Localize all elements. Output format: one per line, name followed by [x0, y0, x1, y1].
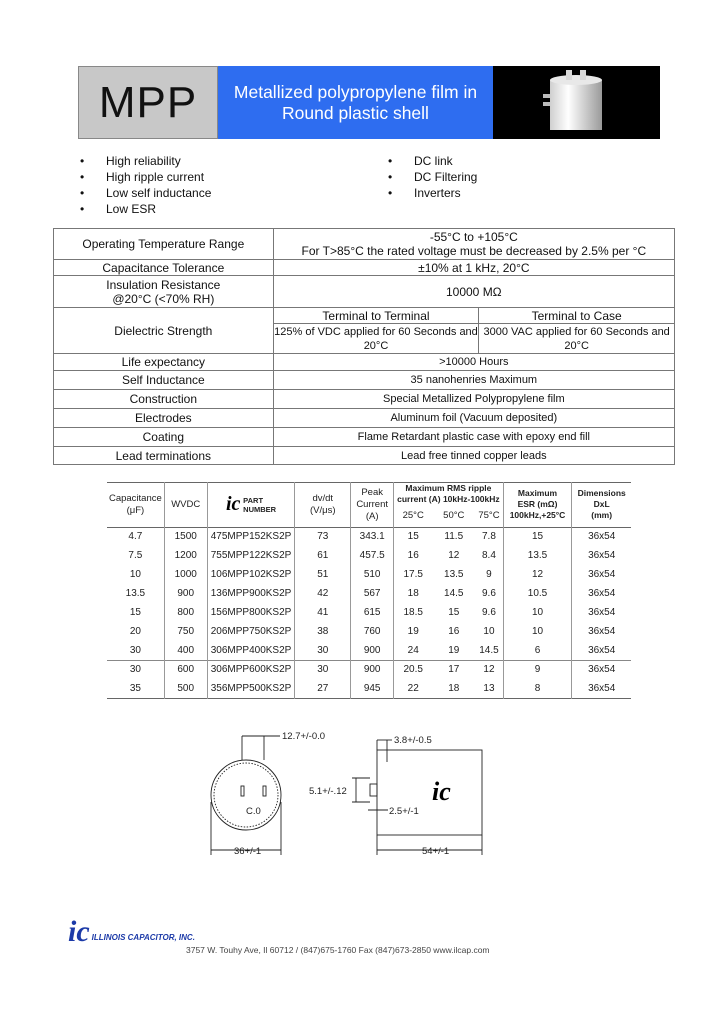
list-item: • Low self inductance	[80, 186, 212, 200]
table-cell-dim: 36x54	[588, 664, 616, 676]
table-cell-part: 306MPP400KS2P	[207, 641, 295, 660]
table-cell-peak: 510	[351, 565, 394, 584]
table-cell-cap: 10	[107, 565, 164, 584]
features-left-list	[80, 153, 211, 217]
table-cell-peak: 945	[351, 679, 394, 698]
table-cell-wvdc: 900	[164, 584, 207, 603]
table-cell-r50: 13.5	[444, 569, 464, 580]
table-row	[107, 660, 631, 679]
table-cell-esr: 8	[503, 679, 572, 698]
table-cell-cap: 13.5	[107, 584, 164, 603]
table-cell-r75: 9.6	[475, 603, 503, 622]
table-cell-dvdt: 73	[295, 527, 351, 546]
table-cell-esr: 13.5	[503, 546, 572, 565]
table-cell-r75: 9	[475, 565, 503, 584]
table-row: Construction Special Metallized Polypropylene film	[54, 390, 675, 409]
table-cell-dvdt: 41	[295, 603, 351, 622]
table-cell-r25: 19	[407, 626, 419, 637]
table-row: Operating Temperature Range -55°C to +105°C For T>85°C the rated voltage must be decreased by 2.5% per °C	[54, 229, 675, 260]
table-cell-dvdt: 38	[295, 622, 351, 641]
series-box	[78, 66, 218, 139]
table-cell-dvdt: 27	[295, 679, 351, 698]
table-cell-peak: 343.1	[351, 527, 394, 546]
table-row: Insulation Resistance @20°C (<70% RH) 10000 MΩ	[54, 276, 675, 308]
table-cell-cap: 35	[107, 679, 164, 698]
table-cell-r50: 18	[448, 682, 460, 694]
dim-length: 54+/-1	[422, 846, 450, 857]
table-cell-dvdt: 42	[295, 584, 351, 603]
spec-label: Insulation Resistance @20°C (<70% RH)	[54, 276, 274, 308]
table-cell-r25: 18.5	[403, 607, 423, 618]
table-cell-esr: 9	[503, 660, 572, 679]
series-title: MPP	[98, 77, 198, 127]
table-cell-peak: 567	[351, 584, 394, 603]
table-cell-r25: 16	[407, 550, 419, 561]
table-cell-r75: 7.8	[475, 527, 503, 546]
table-row: Capacitance Tolerance ±10% at 1 kHz, 20°C	[54, 260, 675, 276]
list-item: • DC Filtering	[388, 170, 478, 184]
table-cell-dim: 36x54	[588, 607, 616, 618]
table-row	[107, 603, 631, 622]
list-item: • Low ESR	[80, 202, 157, 216]
table-cell-dim: 36x54	[588, 550, 616, 561]
spec-label: Life expectancy	[54, 354, 274, 371]
dim-terminal-height: 5.1+/-.12	[309, 786, 347, 797]
table-cell-part: 206MPP750KS2P	[207, 622, 295, 641]
table-cell-cap: 20	[107, 622, 164, 641]
table-row	[107, 565, 631, 584]
table-cell-r25: 22	[407, 682, 419, 694]
table-cell-r50: 17	[448, 664, 460, 676]
dim-center: C.0	[246, 806, 261, 817]
table-row	[107, 679, 631, 698]
table-cell-wvdc: 600	[164, 660, 207, 679]
dim-terminal-depth: 2.5+/-1	[389, 806, 419, 817]
list-item: • Inverters	[388, 186, 461, 200]
table-cell-r50: 11.5	[444, 531, 464, 543]
table-cell-peak: 760	[351, 622, 394, 641]
table-cell-dvdt: 61	[295, 546, 351, 565]
dimension-drawing	[200, 722, 490, 862]
table-cell-r50: 12	[448, 550, 460, 561]
table-cell-wvdc: 400	[164, 641, 207, 660]
table-cell-dim: 36x54	[588, 569, 616, 580]
table-row	[107, 622, 631, 641]
table-row: Self Inductance 35 nanohenries Maximum	[54, 371, 675, 390]
dim-diameter: 36+/-1	[234, 846, 262, 857]
table-cell-r50: 16	[448, 626, 460, 637]
table-cell-dim: 36x54	[588, 682, 616, 694]
title-box	[218, 66, 493, 139]
spec-label: Lead terminations	[54, 447, 274, 465]
title-line-2: Round plastic shell	[282, 102, 429, 123]
table-cell-part: 356MPP500KS2P	[207, 679, 295, 698]
table-cell-wvdc: 1000	[164, 565, 207, 584]
table-row: Dielectric Strength Terminal to Terminal Terminal to Case	[54, 308, 675, 324]
ic-logo: ic	[225, 493, 241, 516]
table-cell-peak: 615	[351, 603, 394, 622]
table-cell-cap: 30	[107, 641, 164, 660]
table-cell-esr: 12	[503, 565, 572, 584]
table-cell-part: 156MPP800KS2P	[207, 603, 295, 622]
table-row: Coating Flame Retardant plastic case with epoxy end fill	[54, 428, 675, 447]
table-cell-dim: 36x54	[588, 626, 616, 637]
table-cell-r75: 14.5	[475, 641, 503, 660]
table-row: Life expectancy >10000 Hours	[54, 354, 675, 371]
table-cell-part: 755MPP122KS2P	[207, 546, 295, 565]
table-cell-r75: 13	[475, 679, 503, 698]
table-cell-esr: 10.5	[503, 584, 572, 603]
table-cell-cap: 4.7	[107, 527, 164, 546]
company-address: 3757 W. Touhy Ave, Il 60712 / (847)675-1760 Fax (847)673-2850 www.ilcap.com	[186, 945, 490, 955]
table-row: 125% of VDC applied for 60 Seconds and 20°C 3000 VAC applied for 60 Seconds and 20°C	[54, 324, 675, 354]
table-cell-wvdc: 750	[164, 622, 207, 641]
table-cell-cap: 15	[107, 603, 164, 622]
title-line-1: Metallized polypropylene film in	[233, 81, 478, 102]
table-cell-part: 136MPP900KS2P	[207, 584, 295, 603]
table-cell-dim: 36x54	[588, 588, 616, 599]
company-name: ILLINOIS CAPACITOR, INC.	[91, 933, 195, 942]
dim-terminal-width: 3.8+/-0.5	[394, 735, 432, 746]
table-cell-esr: 6	[503, 641, 572, 660]
spec-label: Capacitance Tolerance	[54, 260, 274, 276]
product-photo	[493, 66, 660, 139]
table-cell-part: 106MPP102KS2P	[207, 565, 295, 584]
table-header-row: Capacitance (μF) WVDC ic PART NUMBER dv/dt (V/μs) Peak Current (A) Maximum RMS ripple current (A) 10kHz-100kHz Maximum ESR (mΩ) 100kHz,+25°C Dimensions DxL (mm)	[107, 483, 631, 506]
table-row: Electrodes Aluminum foil (Vacuum deposited)	[54, 409, 675, 428]
list-item: • High reliability	[80, 154, 181, 168]
table-cell-wvdc: 1200	[164, 546, 207, 565]
spec-label: Operating Temperature Range	[54, 229, 274, 260]
table-cell-r25: 17.5	[403, 569, 423, 580]
table-cell-part: 475MPP152KS2P	[207, 527, 295, 546]
features-right-list	[388, 153, 477, 201]
table-cell-dvdt: 30	[295, 641, 351, 660]
table-cell-peak: 900	[351, 641, 394, 660]
table-cell-dvdt: 30	[295, 660, 351, 679]
table-cell-r50: 19	[448, 644, 460, 656]
table-cell-cap: 30	[107, 660, 164, 679]
list-item: • DC link	[388, 154, 453, 168]
product-table	[107, 482, 631, 699]
specifications-table	[53, 228, 675, 465]
table-cell-dvdt: 51	[295, 565, 351, 584]
table-cell-esr: 15	[503, 527, 572, 546]
table-cell-r25: 18	[407, 588, 419, 599]
table-cell-wvdc: 1500	[164, 527, 207, 546]
table-row	[107, 546, 631, 565]
table-cell-r75: 9.6	[475, 584, 503, 603]
spec-label: Construction	[54, 390, 274, 409]
table-cell-esr: 10	[503, 603, 572, 622]
table-row	[107, 584, 631, 603]
dim-lead-length: 12.7+/-0.0	[282, 731, 326, 742]
spec-label: Coating	[54, 428, 274, 447]
table-cell-cap: 7.5	[107, 546, 164, 565]
table-cell-dim: 36x54	[588, 531, 616, 543]
table-cell-r25: 24	[407, 644, 419, 656]
table-cell-r75: 8.4	[475, 546, 503, 565]
table-cell-wvdc: 500	[164, 679, 207, 698]
table-cell-dim: 36x54	[588, 644, 616, 656]
ic-logo: ic	[68, 915, 90, 948]
spec-label: Electrodes	[54, 409, 274, 428]
ic-logo: ic	[432, 777, 451, 806]
table-cell-peak: 457.5	[351, 546, 394, 565]
capacitor-photo	[493, 66, 660, 139]
table-cell-peak: 900	[351, 660, 394, 679]
spec-label: Dielectric Strength	[54, 308, 274, 354]
table-header-row: 25°C 50°C 75°C	[107, 505, 631, 527]
table-row: Lead terminations Lead free tinned copper leads	[54, 447, 675, 465]
table-cell-r25: 15	[407, 531, 419, 543]
table-cell-r75: 12	[475, 660, 503, 679]
table-cell-r50: 14.5	[444, 588, 464, 599]
table-cell-r75: 10	[475, 622, 503, 641]
table-cell-wvdc: 800	[164, 603, 207, 622]
list-item: • High ripple current	[80, 170, 205, 184]
spec-label: Self Inductance	[54, 371, 274, 390]
table-row	[107, 641, 631, 660]
table-row	[107, 527, 631, 546]
table-cell-esr: 10	[503, 622, 572, 641]
table-cell-part: 306MPP600KS2P	[207, 660, 295, 679]
company-logo	[68, 915, 195, 948]
table-cell-r25: 20.5	[403, 664, 423, 676]
table-cell-r50: 15	[448, 607, 460, 618]
